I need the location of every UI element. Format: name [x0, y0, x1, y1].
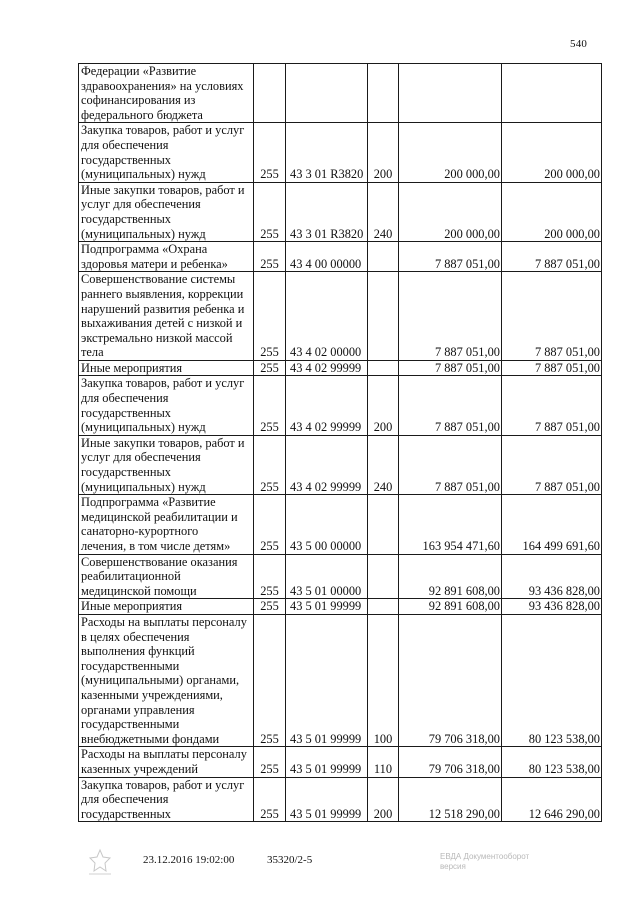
row-vr-cell: 100	[368, 614, 399, 746]
row-ved-cell: 255	[254, 360, 286, 376]
row-csr-cell: 43 4 02 99999	[286, 435, 368, 494]
row-sum1-cell: 7 887 051,00	[399, 376, 502, 435]
row-sum2-cell: 7 887 051,00	[502, 242, 602, 272]
row-csr-cell	[286, 64, 368, 123]
row-sum2-cell: 80 123 538,00	[502, 614, 602, 746]
page-footer	[0, 854, 640, 894]
row-sum2-cell: 7 887 051,00	[502, 272, 602, 361]
row-ved-cell: 255	[254, 777, 286, 822]
row-sum1-cell: 92 891 608,00	[399, 554, 502, 599]
row-ved-cell: 255	[254, 554, 286, 599]
row-sum1-cell: 12 518 290,00	[399, 777, 502, 822]
row-ved-cell: 255	[254, 747, 286, 777]
table-row	[79, 435, 602, 494]
table-row	[79, 599, 602, 615]
table-row	[79, 242, 602, 272]
budget-table	[78, 63, 602, 822]
table-row	[79, 123, 602, 182]
row-ved-cell: 255	[254, 182, 286, 241]
table-row	[79, 614, 602, 746]
table-row	[79, 376, 602, 435]
row-sum2-cell: 200 000,00	[502, 123, 602, 182]
row-vr-cell	[368, 554, 399, 599]
row-sum1-cell: 79 706 318,00	[399, 614, 502, 746]
row-csr-cell: 43 5 01 00000	[286, 554, 368, 599]
table-row	[79, 64, 602, 123]
row-csr-cell: 43 4 02 00000	[286, 272, 368, 361]
row-csr-cell: 43 5 01 99999	[286, 777, 368, 822]
row-name-cell: Закупка товаров, работ и услуг для обеспечения государственных	[79, 777, 254, 822]
row-sum1-cell: 163 954 471,60	[399, 495, 502, 554]
row-vr-cell	[368, 272, 399, 361]
table-row	[79, 495, 602, 554]
row-sum2-cell: 93 436 828,00	[502, 554, 602, 599]
row-sum1-cell: 92 891 608,00	[399, 599, 502, 615]
row-name-cell: Иные закупки товаров, работ и услуг для обеспечения государственных (муниципальных) нужд	[79, 435, 254, 494]
row-ved-cell: 255	[254, 495, 286, 554]
row-sum2-cell	[502, 64, 602, 123]
row-csr-cell: 43 5 00 00000	[286, 495, 368, 554]
row-vr-cell	[368, 360, 399, 376]
row-name-cell: Расходы на выплаты персоналу казенных учреждений	[79, 747, 254, 777]
row-vr-cell: 240	[368, 435, 399, 494]
row-sum1-cell: 200 000,00	[399, 123, 502, 182]
row-ved-cell: 255	[254, 272, 286, 361]
row-sum1-cell	[399, 64, 502, 123]
row-vr-cell	[368, 495, 399, 554]
row-csr-cell: 43 4 02 99999	[286, 360, 368, 376]
row-ved-cell: 255	[254, 614, 286, 746]
row-ved-cell: 255	[254, 435, 286, 494]
row-name-cell: Расходы на выплаты персоналу в целях обеспечения выполнения функций государственными (муниципальными) органами, казенными учреждениями, органами управления государственными внебюджетными фондами	[79, 614, 254, 746]
row-vr-cell: 110	[368, 747, 399, 777]
row-vr-cell: 200	[368, 777, 399, 822]
row-vr-cell: 200	[368, 123, 399, 182]
table-row	[79, 777, 602, 822]
row-vr-cell: 240	[368, 182, 399, 241]
footer-date: 23.12.2016 19:02:00	[143, 854, 235, 866]
table-row	[79, 272, 602, 361]
row-ved-cell	[254, 64, 286, 123]
row-csr-cell: 43 5 01 99999	[286, 599, 368, 615]
row-name-cell: Иные закупки товаров, работ и услуг для обеспечения государственных (муниципальных) нужд	[79, 182, 254, 241]
row-ved-cell: 255	[254, 242, 286, 272]
row-sum2-cell: 93 436 828,00	[502, 599, 602, 615]
row-name-cell: Совершенствование системы раннего выявления, коррекции нарушений развития ребенка и выхаживания детей с низкой и экстремально низкой массой тела	[79, 272, 254, 361]
row-csr-cell: 43 4 00 00000	[286, 242, 368, 272]
row-vr-cell	[368, 64, 399, 123]
row-sum2-cell: 164 499 691,60	[502, 495, 602, 554]
row-name-cell: Подпрограмма «Развитие медицинской реабилитации и санаторно-курортного лечения, в том числе детям»	[79, 495, 254, 554]
row-name-cell: Подпрограмма «Охрана здоровья матери и ребенка»	[79, 242, 254, 272]
row-name-cell: Иные мероприятия	[79, 360, 254, 376]
row-csr-cell: 43 3 01 R3820	[286, 123, 368, 182]
table-row	[79, 554, 602, 599]
row-sum1-cell: 7 887 051,00	[399, 435, 502, 494]
row-csr-cell: 43 5 01 99999	[286, 747, 368, 777]
row-sum2-cell: 12 646 290,00	[502, 777, 602, 822]
row-sum1-cell: 79 706 318,00	[399, 747, 502, 777]
row-csr-cell: 43 4 02 99999	[286, 376, 368, 435]
row-sum1-cell: 7 887 051,00	[399, 242, 502, 272]
row-sum2-cell: 200 000,00	[502, 182, 602, 241]
row-vr-cell	[368, 242, 399, 272]
row-vr-cell: 200	[368, 376, 399, 435]
row-sum1-cell: 7 887 051,00	[399, 272, 502, 361]
seal-stamp-icon	[86, 847, 114, 877]
row-sum1-cell: 200 000,00	[399, 182, 502, 241]
row-name-cell: Закупка товаров, работ и услуг для обеспечения государственных (муниципальных) нужд	[79, 376, 254, 435]
table-row	[79, 747, 602, 777]
footer-stamp-text: ЕВДА Документооборот версия	[440, 852, 530, 871]
row-name-cell: Закупка товаров, работ и услуг для обеспечения государственных (муниципальных) нужд	[79, 123, 254, 182]
row-csr-cell: 43 5 01 99999	[286, 614, 368, 746]
row-sum2-cell: 7 887 051,00	[502, 376, 602, 435]
footer-doc-number: 35320/2-5	[267, 854, 313, 866]
row-ved-cell: 255	[254, 599, 286, 615]
row-sum2-cell: 7 887 051,00	[502, 360, 602, 376]
row-name-cell: Иные мероприятия	[79, 599, 254, 615]
row-sum2-cell: 80 123 538,00	[502, 747, 602, 777]
row-csr-cell: 43 3 01 R3820	[286, 182, 368, 241]
row-ved-cell: 255	[254, 123, 286, 182]
table-row	[79, 182, 602, 241]
page-number: 540	[570, 38, 588, 50]
row-name-cell: Федерации «Развитие здравоохранения» на условиях софинансирования из федерального бюджета	[79, 64, 254, 123]
row-name-cell: Совершенствование оказания реабилитационной медицинской помощи	[79, 554, 254, 599]
row-sum1-cell: 7 887 051,00	[399, 360, 502, 376]
row-sum2-cell: 7 887 051,00	[502, 435, 602, 494]
row-vr-cell	[368, 599, 399, 615]
row-ved-cell: 255	[254, 376, 286, 435]
table-row	[79, 360, 602, 376]
